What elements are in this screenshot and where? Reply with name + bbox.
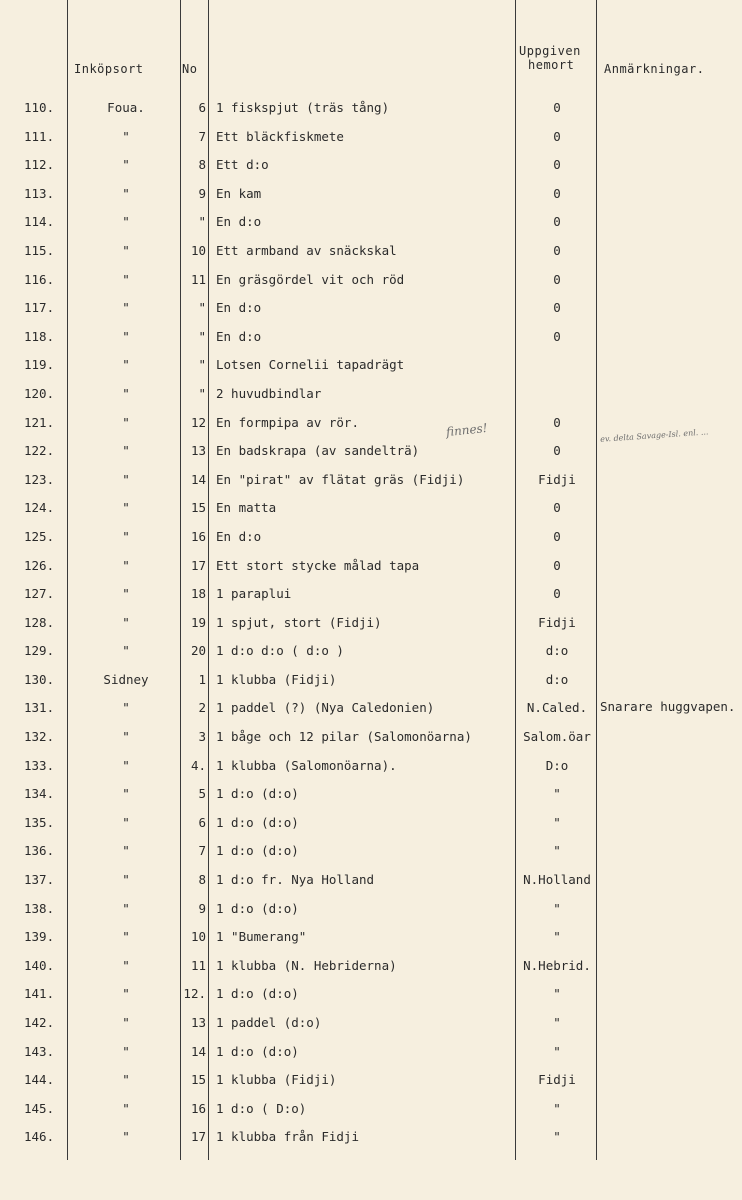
table-row — [0, 980, 742, 1009]
purchase-place: " — [122, 614, 130, 630]
item-description: 1 paraplui — [216, 586, 292, 602]
table-row — [0, 1066, 742, 1095]
purchase-place: " — [122, 957, 130, 973]
purchase-place: " — [122, 357, 130, 373]
item-no: 12 — [190, 414, 206, 430]
stated-origin: " — [553, 1015, 561, 1030]
stated-origin: " — [553, 986, 561, 1002]
item-description: En badskrapa (av sandelträ) — [216, 443, 420, 459]
item-no: " — [198, 385, 206, 401]
purchase-place: " — [122, 700, 130, 716]
item-no: 2 — [198, 700, 206, 716]
table-row — [0, 895, 742, 924]
stated-origin: N.Hebrid. — [523, 957, 591, 973]
stated-origin: Fidji — [538, 471, 576, 487]
row-number: 146. — [24, 1129, 55, 1145]
stated-origin: 0 — [553, 414, 561, 430]
table-row — [0, 752, 742, 781]
stated-origin: 0 — [553, 271, 561, 287]
table-row — [0, 351, 742, 380]
item-no: 11 — [190, 957, 206, 973]
item-description: 1 klubba (Fidji) — [216, 671, 337, 687]
table-row — [0, 837, 742, 866]
stated-origin: 0 — [553, 157, 561, 173]
purchase-place: " — [122, 843, 130, 859]
item-description: Ett stort stycke målad tapa — [216, 557, 420, 573]
handwritten-remark-122: ev. delta Savage-Isl. enl. ... — [599, 427, 709, 444]
item-no: 14 — [190, 471, 206, 487]
row-number: 135. — [24, 814, 55, 830]
item-no: 17 — [190, 557, 206, 573]
stated-origin: " — [553, 900, 561, 916]
item-no: 13 — [190, 1015, 206, 1030]
table-row — [0, 1095, 742, 1124]
table-row — [0, 580, 742, 609]
purchase-place: " — [122, 443, 130, 459]
stated-origin: " — [553, 1129, 561, 1145]
item-description: 1 d:o (d:o) — [216, 843, 299, 859]
stated-origin: Fidji — [538, 1072, 576, 1088]
item-description: 1 paddel (d:o) — [216, 1015, 322, 1030]
row-number: 118. — [24, 328, 55, 344]
purchase-place: " — [122, 157, 130, 173]
item-no: 8 — [198, 157, 206, 173]
stated-origin: d:o — [545, 671, 569, 687]
purchase-place: " — [122, 328, 130, 344]
row-number: 125. — [24, 528, 55, 544]
row-number: 122. — [24, 443, 55, 459]
item-no: 7 — [198, 128, 206, 144]
row-number: 113. — [24, 185, 55, 201]
item-description: En formpipa av rör. — [216, 414, 359, 430]
row-number: 128. — [24, 614, 55, 630]
row-number: 140. — [24, 957, 55, 973]
item-no: 5 — [198, 786, 206, 802]
table-row — [0, 1123, 742, 1152]
item-no: 17 — [190, 1129, 206, 1145]
item-no: 1 — [198, 671, 206, 687]
item-no: 6 — [198, 100, 206, 115]
item-no: 16 — [190, 528, 206, 544]
item-no: 3 — [198, 729, 206, 745]
item-description: 1 d:o ( D:o) — [216, 1100, 307, 1116]
row-number: 142. — [24, 1015, 55, 1030]
item-description: 1 fiskspjut (träs tång) — [216, 100, 390, 115]
stated-origin: 0 — [553, 128, 561, 144]
item-no: 4. — [190, 757, 206, 773]
stated-origin: 0 — [553, 300, 561, 316]
table-row — [0, 952, 742, 981]
item-description: 1 d:o (d:o) — [216, 814, 299, 830]
row-number: 134. — [24, 786, 55, 802]
header-origin-line2: hemort — [528, 58, 575, 72]
stated-origin: Fidji — [538, 614, 576, 630]
item-no: 15 — [190, 500, 206, 516]
row-number: 141. — [24, 986, 55, 1002]
item-description: 1 paddel (?) (Nya Caledonien) — [216, 700, 435, 716]
item-no: 11 — [190, 271, 206, 287]
item-description: En d:o — [216, 300, 262, 316]
item-no: 9 — [198, 900, 206, 916]
table-row — [0, 780, 742, 809]
purchase-place: " — [122, 1043, 130, 1059]
stated-origin: " — [553, 843, 561, 859]
stated-origin: 0 — [553, 443, 561, 459]
stated-origin: 0 — [553, 242, 561, 258]
stated-origin: N.Caled. — [526, 700, 588, 716]
item-description: 1 klubba (N. Hebriderna) — [216, 957, 397, 973]
purchase-place: " — [122, 814, 130, 830]
table-row — [0, 609, 742, 638]
row-number: 143. — [24, 1043, 55, 1059]
purchase-place: " — [122, 643, 130, 659]
item-no: 6 — [198, 814, 206, 830]
row-number: 124. — [24, 500, 55, 516]
stated-origin: 0 — [553, 100, 561, 115]
table-row — [0, 266, 742, 295]
table-row — [0, 694, 742, 723]
row-number: 116. — [24, 271, 55, 287]
stated-origin: " — [553, 814, 561, 830]
row-number: 114. — [24, 214, 55, 230]
table-row — [0, 809, 742, 838]
purchase-place: Foua. — [107, 100, 145, 115]
stated-origin: 0 — [553, 214, 561, 230]
table-row — [0, 666, 742, 695]
item-description: En d:o — [216, 528, 262, 544]
row-number: 130. — [24, 671, 55, 687]
stated-origin: d:o — [545, 643, 569, 659]
purchase-place: " — [122, 185, 130, 201]
row-number: 110. — [24, 100, 55, 115]
purchase-place: " — [122, 929, 130, 945]
purchase-place: " — [122, 242, 130, 258]
item-description: 1 båge och 12 pilar (Salomonöarna) — [216, 729, 472, 745]
stated-origin: Salom.öar — [523, 729, 591, 745]
item-description: 2 huvudbindlar — [216, 385, 322, 401]
purchase-place: " — [122, 1072, 130, 1088]
purchase-place: Sidney — [103, 671, 149, 687]
table-row — [0, 494, 742, 523]
item-description: En d:o — [216, 214, 262, 230]
table-row — [0, 294, 742, 323]
row-number: 126. — [24, 557, 55, 573]
row-number: 127. — [24, 586, 55, 602]
item-no: " — [198, 328, 206, 344]
item-description: 1 d:o d:o ( d:o ) — [216, 643, 344, 659]
purchase-place: " — [122, 900, 130, 916]
item-description: En matta — [216, 500, 277, 516]
table-row — [0, 94, 742, 123]
stated-origin: " — [553, 1043, 561, 1059]
row-number: 120. — [24, 385, 55, 401]
item-description: 1 d:o (d:o) — [216, 786, 299, 802]
table-row — [0, 523, 742, 552]
row-number: 117. — [24, 300, 55, 316]
ledger-rows — [0, 94, 742, 1152]
item-no: 19 — [190, 614, 206, 630]
purchase-place: " — [122, 557, 130, 573]
purchase-place: " — [122, 471, 130, 487]
row-number: 123. — [24, 471, 55, 487]
item-description: 1 klubba (Fidji) — [216, 1072, 337, 1088]
purchase-place: " — [122, 214, 130, 230]
header-origin-line1: Uppgiven — [519, 44, 581, 58]
item-no: " — [198, 214, 206, 230]
row-number: 138. — [24, 900, 55, 916]
row-number: 132. — [24, 729, 55, 745]
purchase-place: " — [122, 271, 130, 287]
item-no: 12. — [183, 986, 206, 1002]
item-description: 1 klubba från Fidji — [216, 1129, 359, 1145]
row-number: 111. — [24, 128, 55, 144]
row-number: 144. — [24, 1072, 55, 1088]
item-description: Lotsen Cornelii tapadrägt — [216, 357, 405, 373]
header-place: Inköpsort — [74, 62, 144, 76]
purchase-place: " — [122, 786, 130, 802]
remark: Snarare huggvapen. — [600, 699, 736, 715]
stated-origin: " — [553, 1100, 561, 1116]
item-no: 13 — [190, 443, 206, 459]
row-number: 119. — [24, 357, 55, 373]
table-row — [0, 323, 742, 352]
row-number: 137. — [24, 872, 55, 888]
item-description: 1 d:o (d:o) — [216, 1043, 299, 1059]
table-row — [0, 237, 742, 266]
table-row — [0, 208, 742, 237]
item-no: 10 — [190, 929, 206, 945]
item-description: En kam — [216, 185, 262, 201]
purchase-place: " — [122, 300, 130, 316]
stated-origin: D:o — [545, 757, 569, 773]
item-no: 18 — [190, 586, 206, 602]
purchase-place: " — [122, 872, 130, 888]
row-number: 112. — [24, 157, 55, 173]
table-row — [0, 723, 742, 752]
purchase-place: " — [122, 1100, 130, 1116]
item-description: 1 d:o (d:o) — [216, 900, 299, 916]
item-no: 7 — [198, 843, 206, 859]
stated-origin: 0 — [553, 500, 561, 516]
table-row — [0, 637, 742, 666]
stated-origin: 0 — [553, 586, 561, 602]
stated-origin: 0 — [553, 328, 561, 344]
row-number: 133. — [24, 757, 55, 773]
table-row — [0, 180, 742, 209]
item-description: 1 d:o fr. Nya Holland — [216, 872, 375, 888]
row-number: 121. — [24, 414, 55, 430]
item-description: 1 d:o (d:o) — [216, 986, 299, 1002]
table-row — [0, 1009, 742, 1038]
purchase-place: " — [122, 385, 130, 401]
purchase-place: " — [122, 729, 130, 745]
purchase-place: " — [122, 1015, 130, 1030]
handwritten-finnes: finnes! — [445, 420, 489, 440]
purchase-place: " — [122, 986, 130, 1002]
purchase-place: " — [122, 757, 130, 773]
row-number: 131. — [24, 700, 55, 716]
header-no: No — [182, 62, 198, 76]
item-no: 8 — [198, 872, 206, 888]
item-no: 20 — [190, 643, 206, 659]
item-no: " — [198, 300, 206, 316]
item-no: 10 — [190, 242, 206, 258]
item-description: En d:o — [216, 328, 262, 344]
item-no: " — [198, 357, 206, 373]
table-row — [0, 866, 742, 895]
row-number: 136. — [24, 843, 55, 859]
table-row — [0, 123, 742, 152]
purchase-place: " — [122, 414, 130, 430]
item-description: En "pirat" av flätat gräs (Fidji) — [216, 471, 465, 487]
stated-origin: 0 — [553, 557, 561, 573]
item-no: 16 — [190, 1100, 206, 1116]
table-row — [0, 923, 742, 952]
item-description: Ett d:o — [216, 157, 269, 173]
purchase-place: " — [122, 528, 130, 544]
item-description: 1 klubba (Salomonöarna). — [216, 757, 397, 773]
row-number: 139. — [24, 929, 55, 945]
item-no: 14 — [190, 1043, 206, 1059]
purchase-place: " — [122, 586, 130, 602]
item-no: 9 — [198, 185, 206, 201]
row-number: 145. — [24, 1100, 55, 1116]
stated-origin: 0 — [553, 185, 561, 201]
item-description: Ett bläckfiskmete — [216, 128, 344, 144]
stated-origin: N.Holland — [523, 872, 591, 888]
row-number: 129. — [24, 643, 55, 659]
table-row — [0, 552, 742, 581]
table-row — [0, 466, 742, 495]
stated-origin: 0 — [553, 528, 561, 544]
item-description: En gräsgördel vit och röd — [216, 271, 405, 287]
table-row — [0, 380, 742, 409]
purchase-place: " — [122, 128, 130, 144]
item-no: 15 — [190, 1072, 206, 1088]
header-remarks: Anmärkningar. — [604, 62, 705, 76]
stated-origin: " — [553, 786, 561, 802]
purchase-place: " — [122, 1129, 130, 1145]
item-description: 1 spjut, stort (Fidji) — [216, 614, 382, 630]
row-number: 115. — [24, 242, 55, 258]
purchase-place: " — [122, 500, 130, 516]
table-row — [0, 151, 742, 180]
stated-origin: " — [553, 929, 561, 945]
item-description: 1 "Bumerang" — [216, 929, 307, 945]
item-description: Ett armband av snäckskal — [216, 242, 397, 258]
table-row — [0, 1038, 742, 1067]
